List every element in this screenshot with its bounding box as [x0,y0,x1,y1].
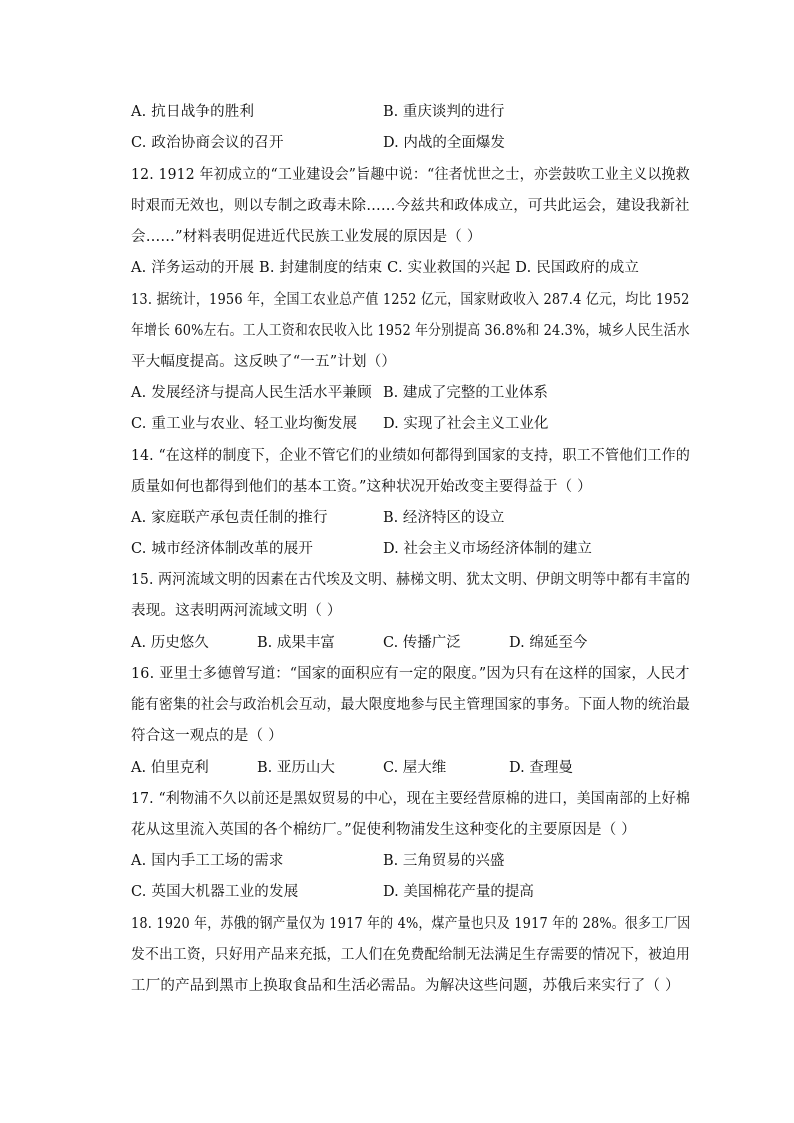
q15-option-d[interactable]: D. 绵延至今 [509,635,588,651]
q18-stem-line-1: 18. 1920 年，苏俄的钢产量仅为 1917 年的 4%，煤产量也只及 1917 年的 28%。很多工厂因 [131,916,691,932]
q17-option-d[interactable]: D. 美国棉花产量的提高 [383,884,534,900]
q16-option-c[interactable]: C. 屋大维 [383,760,447,776]
q13-option-a[interactable]: A. 发展经济与提高人民生活水平兼顾 [131,385,372,401]
q15-option-a[interactable]: A. 历史悠久 [131,635,209,651]
q12-options[interactable]: A. 洋务运动的开展 B. 封建制度的结束 C. 实业救国的兴起 D. 民国政府的成立 [131,260,640,276]
q16-option-a[interactable]: A. 伯里克利 [131,760,209,776]
q12-stem-line-1: 12. 1912 年初成立的“工业建设会”旨趣中说：“往者忧世之士，亦尝鼓吹工业主义以挽救 [131,167,690,183]
q11-option-c[interactable]: C. 政治协商会议的召开 [131,135,284,151]
q13-stem-line-3: 平大幅度提高。这反映了“一五”计划（） [131,354,397,370]
q13-option-c[interactable]: C. 重工业与农业、轻工业均衡发展 [131,416,358,432]
q13-stem-line-1: 13. 据统计，1956 年，全国工农业总产值 1252 亿元，国家财政收入 287.4 亿元，均比 1952 [131,292,690,308]
q12-stem-line-3: 会……”材料表明促进近代民族工业发展的原因是（ ） [131,229,482,245]
q11-option-b[interactable]: B. 重庆谈判的进行 [383,104,505,120]
q16-option-d[interactable]: D. 查理曼 [509,760,573,776]
q15-stem-line-1: 15. 两河流域文明的因素在古代埃及文明、赫梯文明、犹太文明、伊朗文明等中都有丰富的 [131,572,691,588]
q15-option-c[interactable]: C. 传播广泛 [383,635,461,651]
q17-option-b[interactable]: B. 三角贸易的兴盛 [383,853,505,869]
q14-stem-line-2: 质量如何也都得到他们的基本工资。”这种状况开始改变主要得益于（ ） [131,479,592,495]
q14-option-d[interactable]: D. 社会主义市场经济体制的建立 [383,541,592,557]
q16-option-b[interactable]: B. 亚历山大 [257,760,335,776]
q17-stem-line-1: 17. “利物浦不久以前还是黑奴贸易的中心，现在主要经营原棉的进口，美国南部的上好棉 [131,791,690,807]
q17-stem-line-2: 花从这里流入英国的各个棉纺厂。”促使利物浦发生这种变化的主要原因是（ ） [131,822,636,838]
q16-stem-line-3: 符合这一观点的是（ ） [131,728,283,744]
q17-option-a[interactable]: A. 国内手工工场的需求 [131,853,284,869]
q11-option-a[interactable]: A. 抗日战争的胜利 [131,104,255,120]
q14-stem-line-1: 14. “在这样的制度下，企业不管它们的业绩如何都得到国家的支持，职工不管他们工作的 [131,448,690,464]
q13-option-b[interactable]: B. 建成了完整的工业体系 [383,385,548,401]
q15-option-b[interactable]: B. 成果丰富 [257,635,335,651]
q12-stem-line-2: 时艰而无效也，则以专制之政毒未除……今兹共和政体成立，可共此运会，建设我新社 [131,198,690,214]
q14-option-c[interactable]: C. 城市经济体制改革的展开 [131,541,314,557]
q15-stem-line-2: 表现。这表明两河流域文明（ ） [131,603,342,619]
q18-stem-line-2: 发不出工资，只好用产品来充抵，工人们在免费配给制无法满足生存需要的情况下，被迫用 [131,947,691,963]
q13-stem-line-2: 年增长 60%左右。工人工资和农民收入比 1952 年分别提高 36.8%和 24.3%，城乡人民生活水 [131,323,690,339]
q16-stem-line-1: 16. 亚里士多德曾写道：“国家的面积应有一定的限度。”因为只有在这样的国家，人民才 [131,666,690,682]
q13-option-d[interactable]: D. 实现了社会主义工业化 [383,416,549,432]
q16-stem-line-2: 能有密集的社会与政治机会互动，最大限度地参与民主管理国家的事务。下面人物的统治最 [131,697,691,713]
q14-option-b[interactable]: B. 经济特区的设立 [383,510,505,526]
q11-option-d[interactable]: D. 内战的全面爆发 [383,135,505,151]
q17-option-c[interactable]: C. 英国大机器工业的发展 [131,884,299,900]
q14-option-a[interactable]: A. 家庭联产承包责任制的推行 [131,510,328,526]
q18-stem-line-3: 工厂的产品到黑市上换取食品和生活必需品。为解决这些问题，苏俄后来实行了（ ） [131,978,680,994]
